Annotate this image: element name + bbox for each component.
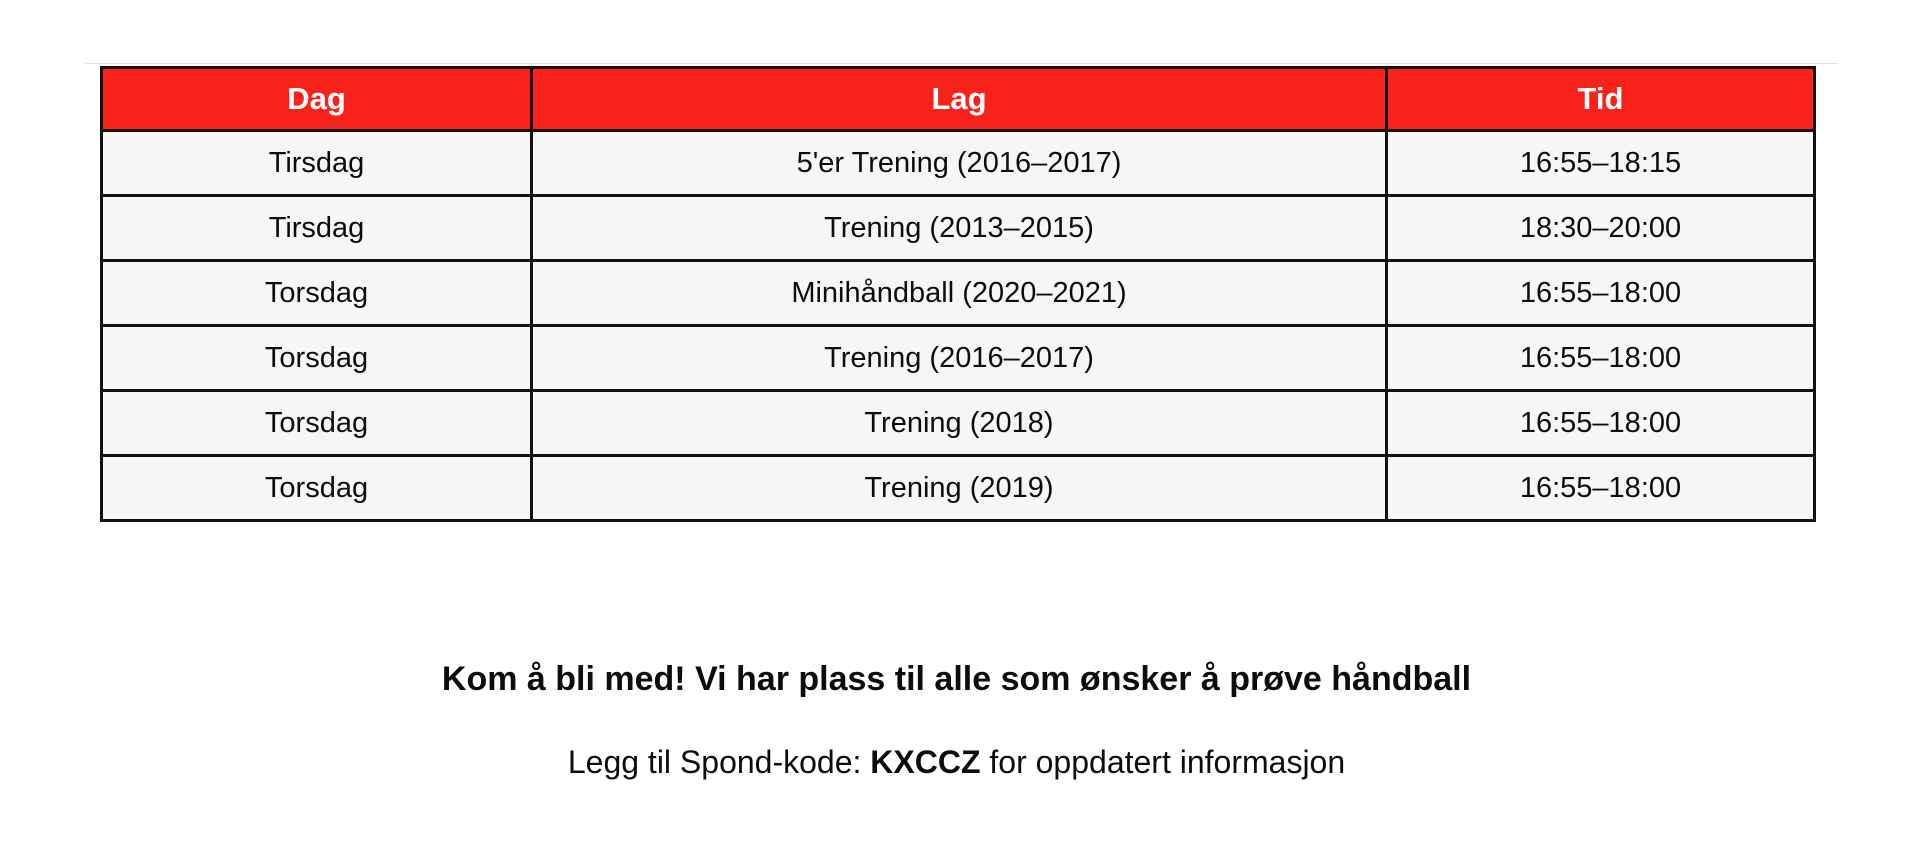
cell-lag: Trening (2016–2017) [532,326,1387,391]
cell-tid: 16:55–18:00 [1387,261,1815,326]
column-header-dag: Dag [102,68,532,131]
table-row [102,326,1815,391]
cell-dag: Torsdag [102,456,532,521]
cell-tid: 16:55–18:15 [1387,131,1815,196]
recruitment-headline: Kom å bli med! Vi har plass til alle som ønsker å prøve håndball [441,660,1472,698]
cell-tid: 16:55–18:00 [1387,391,1815,456]
table-row [102,261,1815,326]
cell-tid: 16:55–18:00 [1387,326,1815,391]
table-row [102,456,1815,521]
table-row [102,391,1815,456]
cell-tid: 18:30–20:00 [1387,196,1815,261]
cell-dag: Torsdag [102,261,532,326]
cell-lag: Trening (2013–2015) [532,196,1387,261]
top-divider-rule [85,63,1838,64]
table-row [102,131,1815,196]
cell-dag: Tirsdag [102,131,532,196]
cell-dag: Torsdag [102,326,532,391]
cell-lag: Trening (2019) [532,456,1387,521]
spond-info-prefix: Legg til Spond-kode: [567,744,871,780]
spond-info-suffix: for oppdatert informasjon [980,744,1346,780]
cell-lag: Trening (2018) [532,391,1387,456]
spond-info-line [100,744,1813,781]
cell-lag: 5'er Trening (2016–2017) [532,131,1387,196]
column-header-tid: Tid [1387,68,1815,131]
table-header-row [102,68,1815,131]
spond-code: KXCCZ [870,744,981,780]
column-header-lag: Lag [532,68,1387,131]
cell-dag: Torsdag [102,391,532,456]
table-row [102,196,1815,261]
cell-tid: 16:55–18:00 [1387,456,1815,521]
training-schedule-table [100,66,1816,522]
cell-lag: Minihåndball (2020–2021) [532,261,1387,326]
cell-dag: Tirsdag [102,196,532,261]
